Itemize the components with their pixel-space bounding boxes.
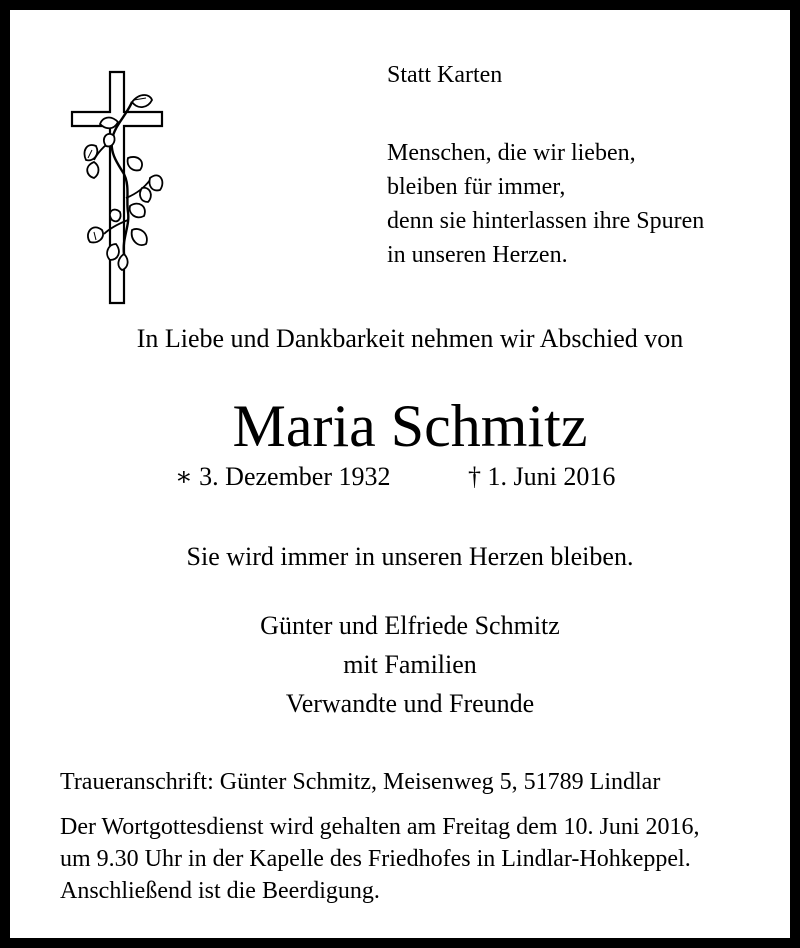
service-info xyxy=(60,811,700,907)
farewell-intro: In Liebe und Dankbarkeit nehmen wir Abschied von xyxy=(136,324,684,353)
memorial-quote: Sie wird immer in unseren Herzen bleiben. xyxy=(186,542,634,571)
poem-line: bleiben für immer, xyxy=(387,174,566,200)
poem-line: Menschen, die wir lieben, xyxy=(387,140,636,166)
mourners-list xyxy=(10,606,800,723)
statt-karten-label: Statt Karten xyxy=(387,62,503,88)
mourner-line: Verwandte und Freunde xyxy=(285,689,535,718)
deceased-name: Maria Schmitz xyxy=(232,393,588,459)
poem-line: in unseren Herzen. xyxy=(387,242,568,268)
mourning-address: Traueranschrift: Günter Schmitz, Meisenweg 5, 51789 Lindlar xyxy=(60,769,661,795)
poem xyxy=(387,136,704,272)
mourner-line: Günter und Elfriede Schmitz xyxy=(260,611,560,640)
cross-with-ivy-icon xyxy=(68,70,168,305)
mourner-line: mit Familien xyxy=(343,650,477,679)
poem-line: denn sie hinterlassen ihre Spuren xyxy=(387,208,705,234)
service-line: Anschließend ist die Beerdigung. xyxy=(60,878,380,904)
service-line: Der Wortgottesdienst wird gehalten am Freitag dem 10. Juni 2016, xyxy=(60,814,700,840)
birth-date: ∗ 3. Dezember 1932 xyxy=(175,462,391,491)
service-line: um 9.30 Uhr in der Kapelle des Friedhofes in Lindlar-Hohkeppel. xyxy=(60,846,691,872)
death-date: † 1. Juni 2016 xyxy=(468,462,616,491)
